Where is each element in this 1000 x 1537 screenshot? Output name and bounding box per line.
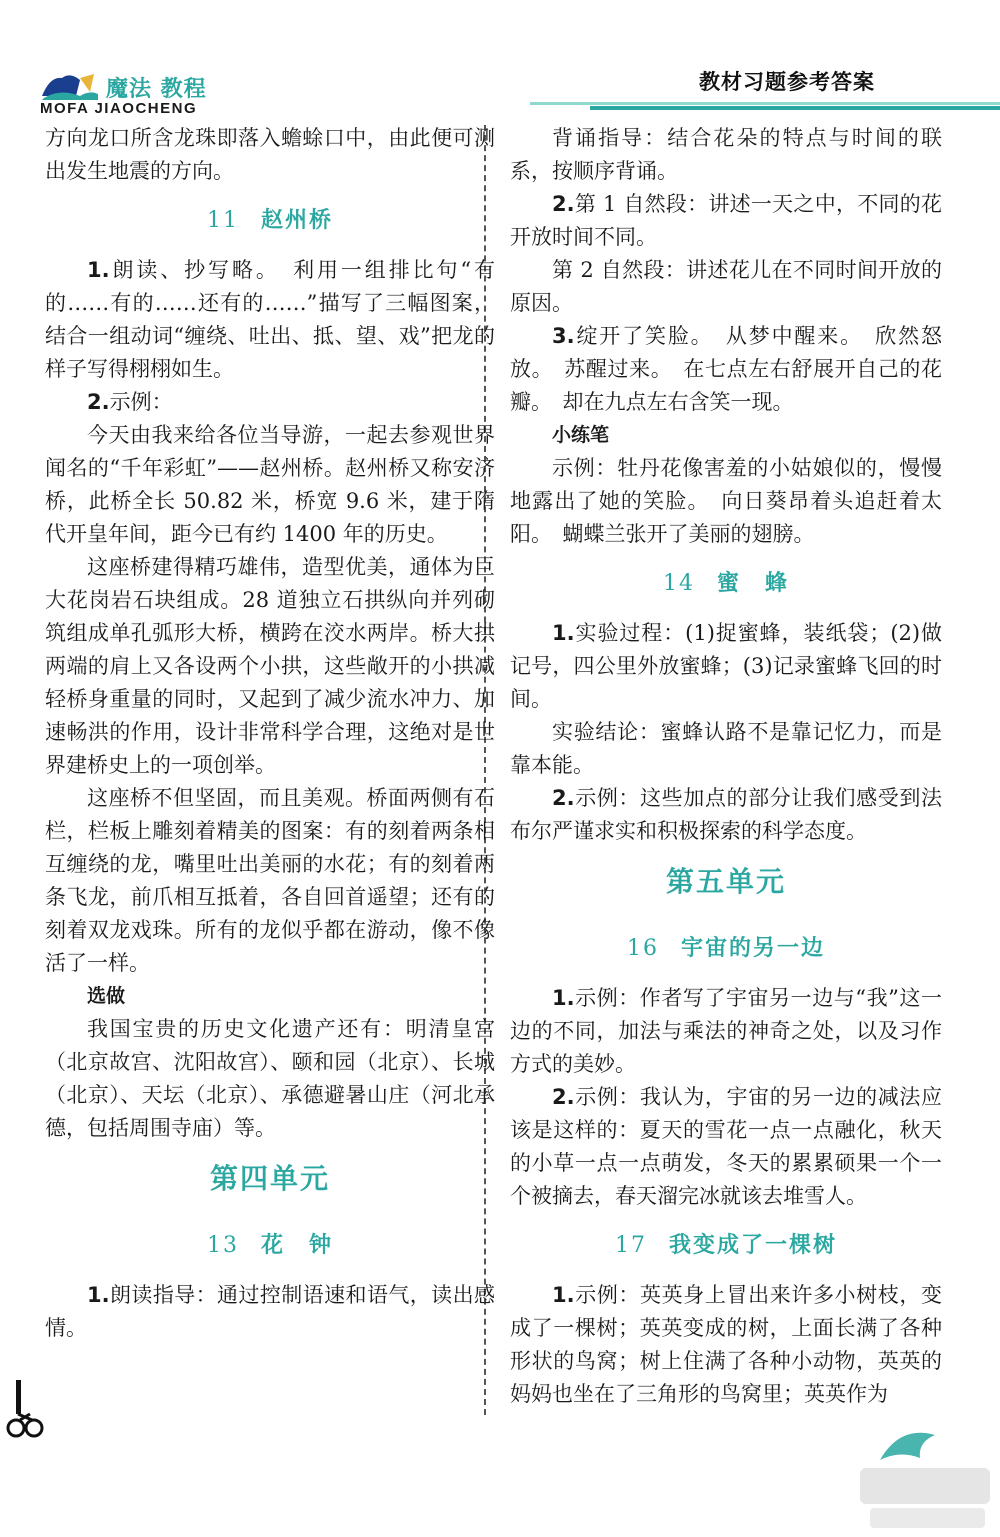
- subheading-xuanzuo: 选做: [87, 985, 126, 1007]
- lesson-number: 16: [626, 936, 659, 961]
- item-number: 1.: [87, 258, 110, 282]
- answer-item: [510, 982, 942, 1081]
- answer-item: [510, 1279, 942, 1411]
- item-number: 2.: [87, 390, 110, 414]
- book-wave-logo-icon: [40, 70, 100, 100]
- lesson-title: 赵州桥: [260, 208, 333, 233]
- lesson-heading: [510, 551, 942, 617]
- answer-item: [510, 617, 942, 716]
- lesson-heading: [45, 1213, 495, 1279]
- item-text: 朗读指导：通过控制语速和语气，读出感情。: [45, 1283, 495, 1340]
- lesson-heading: [45, 188, 495, 254]
- unit-heading: 第四单元: [209, 1162, 330, 1195]
- unit-heading: 第五单元: [665, 865, 786, 898]
- lesson-heading: [510, 1213, 942, 1279]
- lesson-title: 蜜 蜂: [716, 571, 789, 596]
- item-number: 1.: [552, 1283, 575, 1307]
- item-text: 示例：我认为，宇宙的另一边的减法应该是这样的：夏天的雪花一点一点融化，秋天的小草一点一点萌发，冬天的累累硕果一个一个被摘去，春天溜完冰就该去堆雪人。: [510, 1085, 942, 1208]
- answer-item: [510, 320, 942, 419]
- paragraph: 这座桥不但坚固，而且美观。桥面两侧有石栏，栏板上雕刻着精美的图案：有的刻着两条相互缠绕的龙，嘴里吐出美丽的水花；有的刻着两条飞龙，前爪相互抵着，各自回首遥望；还有的刻着双龙戏珠。所有的龙似乎都在游动，像不像活了一样。: [45, 786, 495, 975]
- item-number: 1.: [552, 986, 575, 1010]
- item-text: 示例：作者写了宇宙另一边与“我”这一边的不同，加法与乘法的神奇之处，以及习作方式的美妙。: [510, 986, 942, 1076]
- logo-english-text: MOFA JIAOCHENG: [40, 100, 198, 117]
- header-rule: [530, 100, 1000, 112]
- paragraph: 这座桥建得精巧雄伟，造型优美，通体为巨大花岗岩石块组成。28 道独立石拱纵向并列砌筑组成单孔弧形大桥，横跨在洨水两岸。桥大拱两端的肩上又各设两个小拱，这些敞开的小拱减轻桥身重量的同时，又起到了减少流水冲力、加速畅洪的作用，设计非常科学合理，这绝对是世界建桥史上的一项创举。: [45, 555, 495, 777]
- lesson-title: 宇宙的另一边: [680, 936, 825, 961]
- lesson-number: 11: [206, 208, 239, 233]
- item-text: 示例：英英身上冒出来许多小树枝，变成了一棵树；英英变成的树，上面长满了各种形状的鸟窝；树上住满了各种小动物，英英的妈妈也坐在了三角形的鸟窝里；英英作为: [510, 1283, 942, 1406]
- logo-chinese-text: 魔法 教程: [106, 77, 207, 102]
- answer-item: [510, 782, 942, 848]
- lesson-title: 我变成了一棵树: [668, 1233, 837, 1258]
- lesson-title: 花 钟: [260, 1233, 333, 1258]
- paragraph: 实验结论：蜜蜂认路不是靠记忆力，而是靠本能。: [510, 720, 942, 777]
- answer-item: [45, 1279, 495, 1345]
- item-text: 朗读、抄写略。 利用一组排比句“有的……有的……还有的……”描写了三幅图案，结合一组动词“缠绕、吐出、抵、望、戏”把龙的样子写得栩栩如生。: [45, 258, 495, 381]
- paragraph: 今天由我来给各位当导游，一起去参观世界闻名的“千年彩虹”——赵州桥。赵州桥又称安济桥，此桥全长 50.82 米，桥宽 9.6 米，建于隋代开皇年间，距今已有约 1400 年的历史。: [45, 423, 495, 546]
- item-text: 第 1 自然段：讲述一天之中，不同的花开放时间不同。: [510, 192, 942, 249]
- page-header: [0, 0, 1000, 130]
- scissors-icon: [6, 1380, 46, 1440]
- page-title: 教材习题参考答案: [699, 70, 875, 94]
- item-number: 2.: [552, 192, 575, 216]
- item-text: 绽开了笑脸。 从梦中醒来。 欣然怒放。 苏醒过来。 在七点左右舒展开自己的花瓣。 却在九点左右含笑一现。: [510, 324, 942, 414]
- item-number: 2.: [552, 1085, 575, 1109]
- item-number: 1.: [87, 1283, 110, 1307]
- answer-item: [45, 254, 495, 386]
- paragraph: 示例：牡丹花像害羞的小姑娘似的，慢慢地露出了她的笑脸。 向日葵昂着头追赶着太阳。 蝴蝶兰张开了美丽的翅膀。: [510, 456, 942, 546]
- answer-watermark-icon: [840, 1420, 1000, 1537]
- item-number: 2.: [552, 786, 575, 810]
- subheading-xiaolianbi: 小练笔: [552, 424, 610, 446]
- answer-item: [510, 188, 942, 254]
- left-column: [45, 122, 495, 1345]
- answer-item: [45, 386, 495, 419]
- item-text: 示例：: [109, 390, 173, 414]
- paragraph: 第 2 自然段：讲述花儿在不同时间开放的原因。: [510, 258, 942, 315]
- item-number: 1.: [552, 621, 575, 645]
- item-number: 3.: [552, 324, 575, 348]
- lesson-number: 14: [662, 571, 695, 596]
- lesson-heading: [510, 916, 942, 982]
- lesson-number: 17: [614, 1233, 647, 1258]
- paragraph: 方向龙口所含龙珠即落入蟾蜍口中，由此便可测出发生地震的方向。: [45, 126, 495, 183]
- paragraph: 背诵指导：结合花朵的特点与时间的联系，按顺序背诵。: [510, 126, 942, 183]
- item-text: 实验过程：(1)捉蜜蜂，装纸袋；(2)做记号，四公里外放蜜蜂；(3)记录蜜蜂飞回的时间。: [510, 621, 942, 711]
- publisher-logo: [40, 70, 280, 120]
- answer-item: [510, 1081, 942, 1213]
- item-text: 示例：这些加点的部分让我们感受到法布尔严谨求实和积极探索的科学态度。: [510, 786, 942, 843]
- paragraph: 我国宝贵的历史文化遗产还有：明清皇宫（北京故宫、沈阳故宫）、颐和园（北京）、长城（北京）、天坛（北京）、承德避暑山庄（河北承德，包括周围寺庙）等。: [45, 1017, 495, 1140]
- right-column: [510, 122, 942, 1411]
- lesson-number: 13: [206, 1233, 239, 1258]
